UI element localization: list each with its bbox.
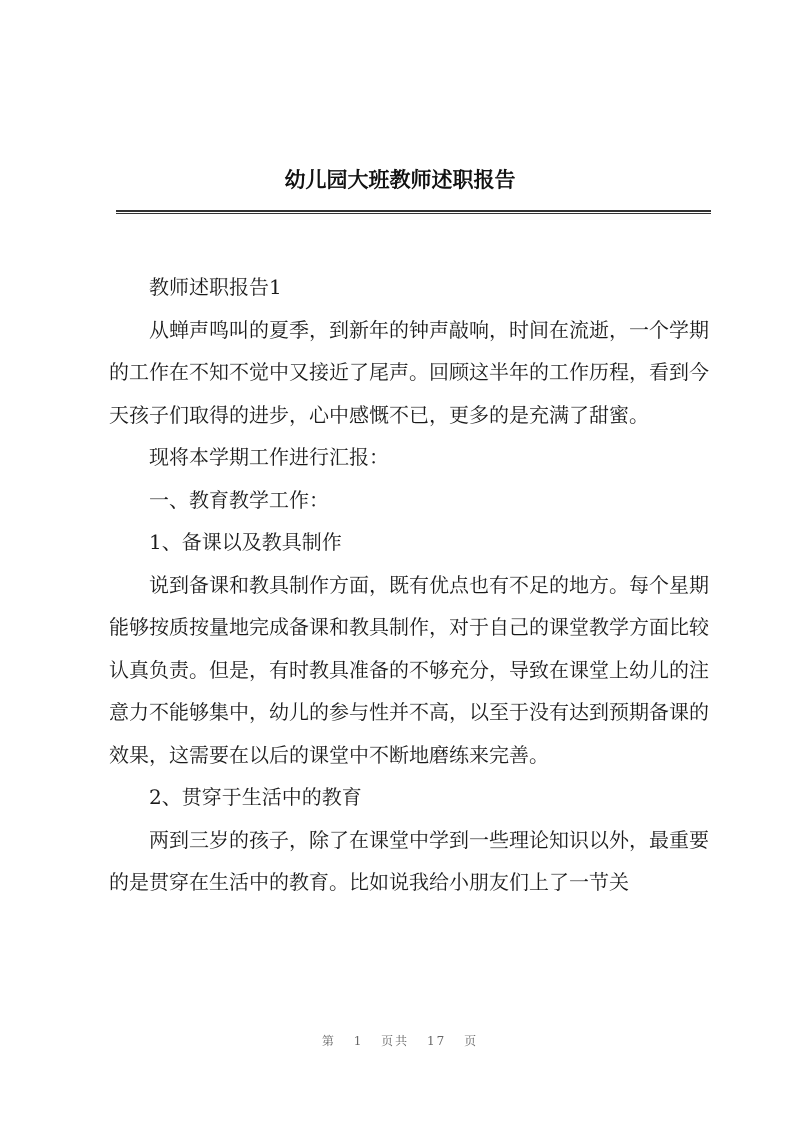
paragraph: 现将本学期工作进行汇报：	[149, 445, 389, 469]
footer-label-after: 页	[464, 1034, 479, 1048]
subsection-heading: 2、贯穿于生活中的教育	[149, 785, 362, 809]
paragraph: 从蝉声鸣叫的夏季，到新年的钟声敲响，时间在流逝，一个学期的工作在不知不觉中又接近了尾声。回顾这半年的工作历程，看到今天孩子们取得的进步，心中感慨不已，更多的是充满了甜蜜。	[109, 317, 709, 427]
section-heading: 一、教育教学工作：	[149, 487, 329, 512]
paragraph: 两到三岁的孩子，除了在课堂中学到一些理论知识以外，最重要的是贯穿在生活中的教育。比如说我给小朋友们上了一节关	[109, 827, 709, 894]
page-footer	[0, 1032, 800, 1049]
section-heading: 教师述职报告1	[149, 275, 282, 299]
footer-label-middle: 页共	[381, 1034, 410, 1048]
title-divider	[116, 210, 711, 214]
paragraph: 说到备课和教具制作方面，既有优点也有不足的地方。每个星期能够按质按量地完成备课和教具制作，对于自己的课堂教学方面比较认真负责。但是，有时教具准备的不够充分，导致在课堂上幼儿的注意力不能够集中，幼儿的参与性并不高，以至于没有达到预期备课的效果，这需要在以后的课堂中不断地磨练来完善。	[109, 572, 709, 767]
footer-total-pages: 17	[427, 1034, 447, 1048]
footer-label-before: 第	[321, 1034, 336, 1048]
document-title: 幼儿园大班教师述职报告	[284, 167, 516, 192]
subsection-heading: 1、备课以及教具制作	[149, 530, 342, 554]
footer-current-page: 1	[353, 1034, 364, 1048]
document-body	[109, 266, 709, 904]
